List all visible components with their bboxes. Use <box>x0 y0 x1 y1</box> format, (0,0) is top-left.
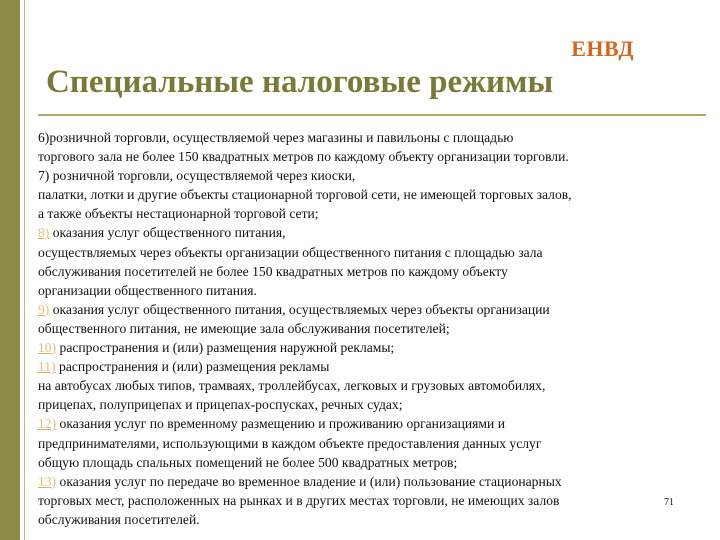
body-line-text: торгового зала не более 150 квадратных метров по каждому объекту организации торговли. <box>38 149 569 165</box>
body-line <box>38 510 688 529</box>
body-line <box>38 491 688 510</box>
body-line-text: палатки, лотки и другие объекты стационарной торговой сети, не имеющей торговых залов, <box>38 187 572 203</box>
body-line-text: 7) розничной торговли, осуществляемой через киоски, <box>38 168 356 184</box>
body-line-text: оказания услуг по передаче во временное владение и (или) пользование стационарных <box>56 473 562 489</box>
body-line <box>38 472 688 491</box>
body-line-text: осуществляемых через объекты организации общественного питания с площадью зала <box>38 244 543 260</box>
body-line <box>38 395 688 414</box>
body-line <box>38 281 688 300</box>
body-line-text: а также объекты нестационарной торговой сети; <box>38 206 319 222</box>
body-line-text: торговых мест, расположенных на рынках и в других местах торговли, не имеющих залов <box>38 492 560 508</box>
body-line <box>38 434 688 453</box>
body-line-text: распространения и (или) размещения рекламы <box>55 359 330 375</box>
body-line <box>38 204 688 223</box>
body-line <box>38 147 688 166</box>
body-line <box>38 166 688 185</box>
item-number: 11) <box>38 359 56 375</box>
body-line-text: обслуживания посетителей. <box>38 511 200 527</box>
body-line <box>38 338 688 357</box>
body-line-text: общественного питания, не имеющие зала обслуживания посетителей; <box>38 320 450 336</box>
left-sidebar-bar <box>0 0 20 540</box>
item-number: 13) <box>38 473 57 489</box>
body-line <box>38 128 688 147</box>
body-line <box>38 185 688 204</box>
body-line <box>38 319 688 338</box>
item-number: 9) <box>38 301 50 317</box>
body-line-text: организации общественного питания. <box>38 282 257 298</box>
body-line <box>38 223 688 242</box>
item-number: 10) <box>38 340 57 356</box>
body-line <box>38 243 688 262</box>
body-line-text: распространения и (или) размещения наружной рекламы; <box>56 340 395 356</box>
body-line <box>38 376 688 395</box>
body-line <box>38 414 688 433</box>
body-line <box>38 300 688 319</box>
body-line-text: предпринимателями, использующими в каждом объекте предоставления данных услуг <box>38 435 542 451</box>
page-number: 71 <box>664 497 674 508</box>
body-line-text: общую площадь спальных помещений не более 500 квадратных метров; <box>38 454 458 470</box>
body-line-text: оказания услуг по временному размещению и проживанию организациями и <box>56 416 505 432</box>
body-line-text: прицепах, полуприцепах и прицепах-роспусках, речных судах; <box>38 397 403 413</box>
body-line <box>38 262 688 281</box>
body-line-text: оказания услуг общественного питания, осуществляемых через объекты организации <box>49 301 550 317</box>
item-number: 8) <box>38 225 50 241</box>
title-divider <box>38 114 706 116</box>
body-line-text: обслуживания посетителей не более 150 квадратных метров по каждому объекту <box>38 263 508 279</box>
body-line <box>38 453 688 472</box>
item-number: 12) <box>38 416 57 432</box>
slide-title: Специальные налоговые режимы <box>46 64 554 100</box>
left-sidebar-line <box>24 0 25 540</box>
body-line-text: на автобусах любых типов, трамваях, троллейбусах, легковых и грузовых автомобилях, <box>38 378 546 394</box>
body-line <box>38 357 688 376</box>
slide-subtitle: ЕНВД <box>571 36 634 61</box>
body-line-text: оказания услуг общественного питания, <box>49 225 286 241</box>
slide-body-text <box>38 128 688 529</box>
body-line-text: 6)розничной торговли, осуществляемой через магазины и павильоны с площадью <box>38 130 514 145</box>
